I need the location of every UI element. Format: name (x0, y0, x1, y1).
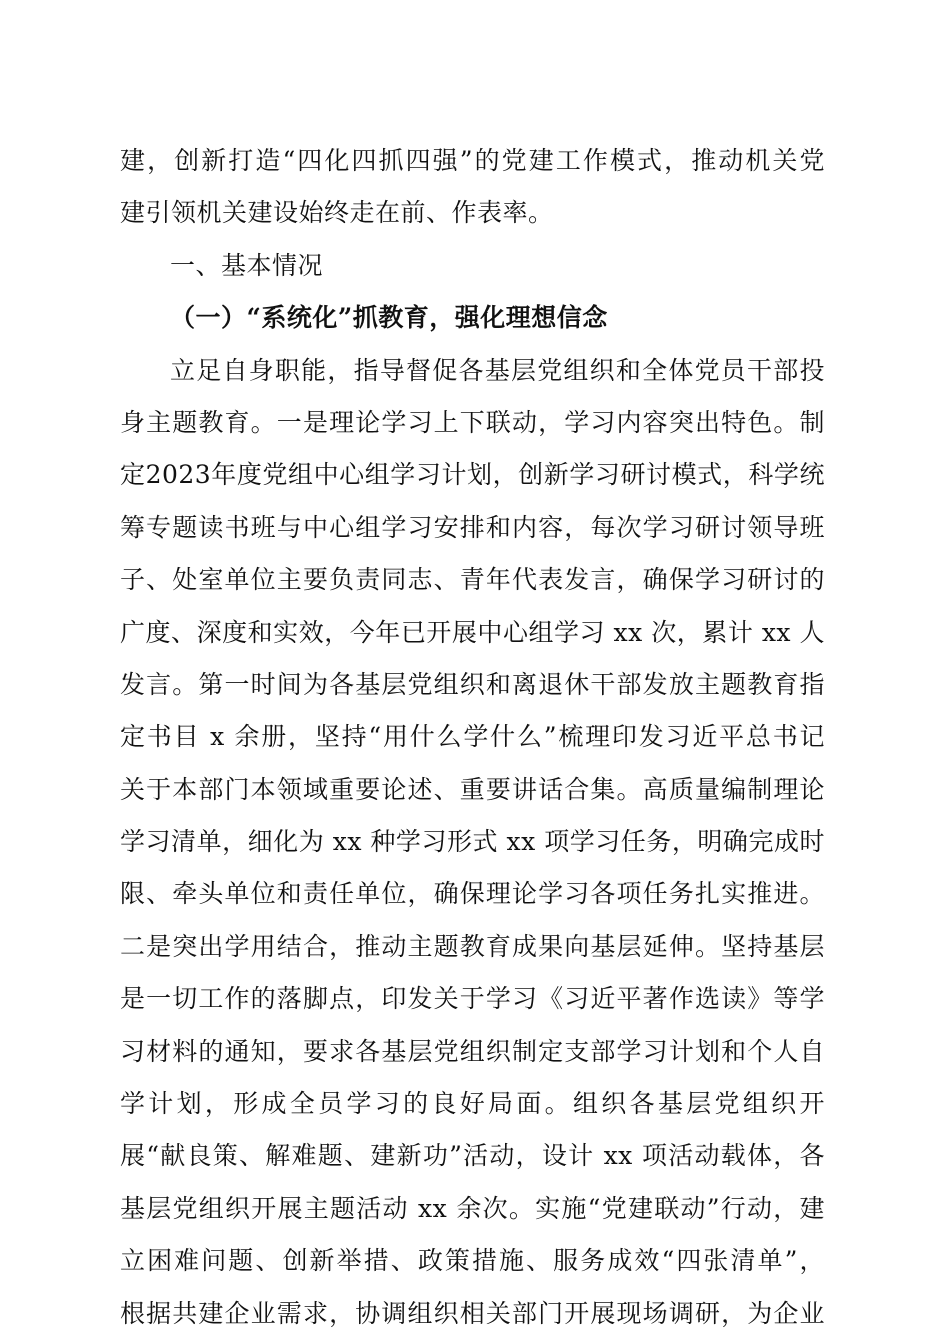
paragraph-line: 定2023年度党组中心组学习计划，创新学习研讨模式，科学统 (120, 460, 825, 490)
paragraph-line: 定书目 x 余册，坚持“用什么学什么”梳理印发习近平总书记 (120, 722, 825, 752)
paragraph-line: 习材料的通知，要求各基层党组织制定支部学习计划和个人自 (120, 1036, 825, 1066)
paragraph-line: 是一切工作的落脚点，印发关于学习《习近平著作选读》等学 (120, 984, 825, 1014)
paragraph-line: 建，创新打造“四化四抓四强”的党建工作模式，推动机关党 (120, 146, 825, 175)
paragraph-line: 根据共建企业需求，协调组织相关部门开展现场调研，为企业 (120, 1298, 825, 1328)
paragraph-line: 建引领机关建设始终走在前、作表率。 (120, 198, 554, 228)
paragraph-line: 限、牵头单位和责任单位，确保理论学习各项任务扎实推进。 (120, 879, 825, 909)
paragraph-line: 立困难问题、创新举措、政策措施、服务成效“四张清单”， (120, 1246, 825, 1276)
paragraph-line: 立足自身职能，指导督促各基层党组织和全体党员干部投 (170, 355, 825, 385)
document-body (120, 135, 825, 1340)
paragraph-line: 广度、深度和实效，今年已开展中心组学习 xx 次，累计 xx 人 (120, 617, 825, 647)
paragraph-line: 学计划，形成全员学习的良好局面。组织各基层党组织开 (120, 1089, 825, 1119)
paragraph-line: 关于本部门本领域重要论述、重要讲话合集。高质量编制理论 (120, 774, 825, 804)
paragraph-line: 基层党组织开展主题活动 xx 余次。实施“党建联动”行动，建 (120, 1193, 825, 1223)
paragraph-line: 二是突出学用结合，推动主题教育成果向基层延伸。坚持基层 (120, 931, 825, 961)
subsection-heading: （一）“系统化”抓教育，强化理想信念 (170, 303, 608, 333)
paragraph-line: 发言。第一时间为各基层党组织和离退休干部发放主题教育指 (120, 669, 825, 699)
section-heading: 一、基本情况 (170, 250, 324, 280)
paragraph-line: 学习清单，细化为 xx 种学习形式 xx 项学习任务，明确完成时 (120, 827, 825, 857)
paragraph-line: 身主题教育。一是理论学习上下联动，学习内容突出特色。制 (120, 407, 825, 437)
paragraph-line: 筹专题读书班与中心组学习安排和内容，每次学习研讨领导班 (120, 512, 825, 542)
paragraph-line: 子、处室单位主要负责同志、青年代表发言，确保学习研讨的 (120, 565, 825, 595)
paragraph-line: 展“献良策、解难题、建新功”活动，设计 xx 项活动载体，各 (120, 1141, 825, 1171)
